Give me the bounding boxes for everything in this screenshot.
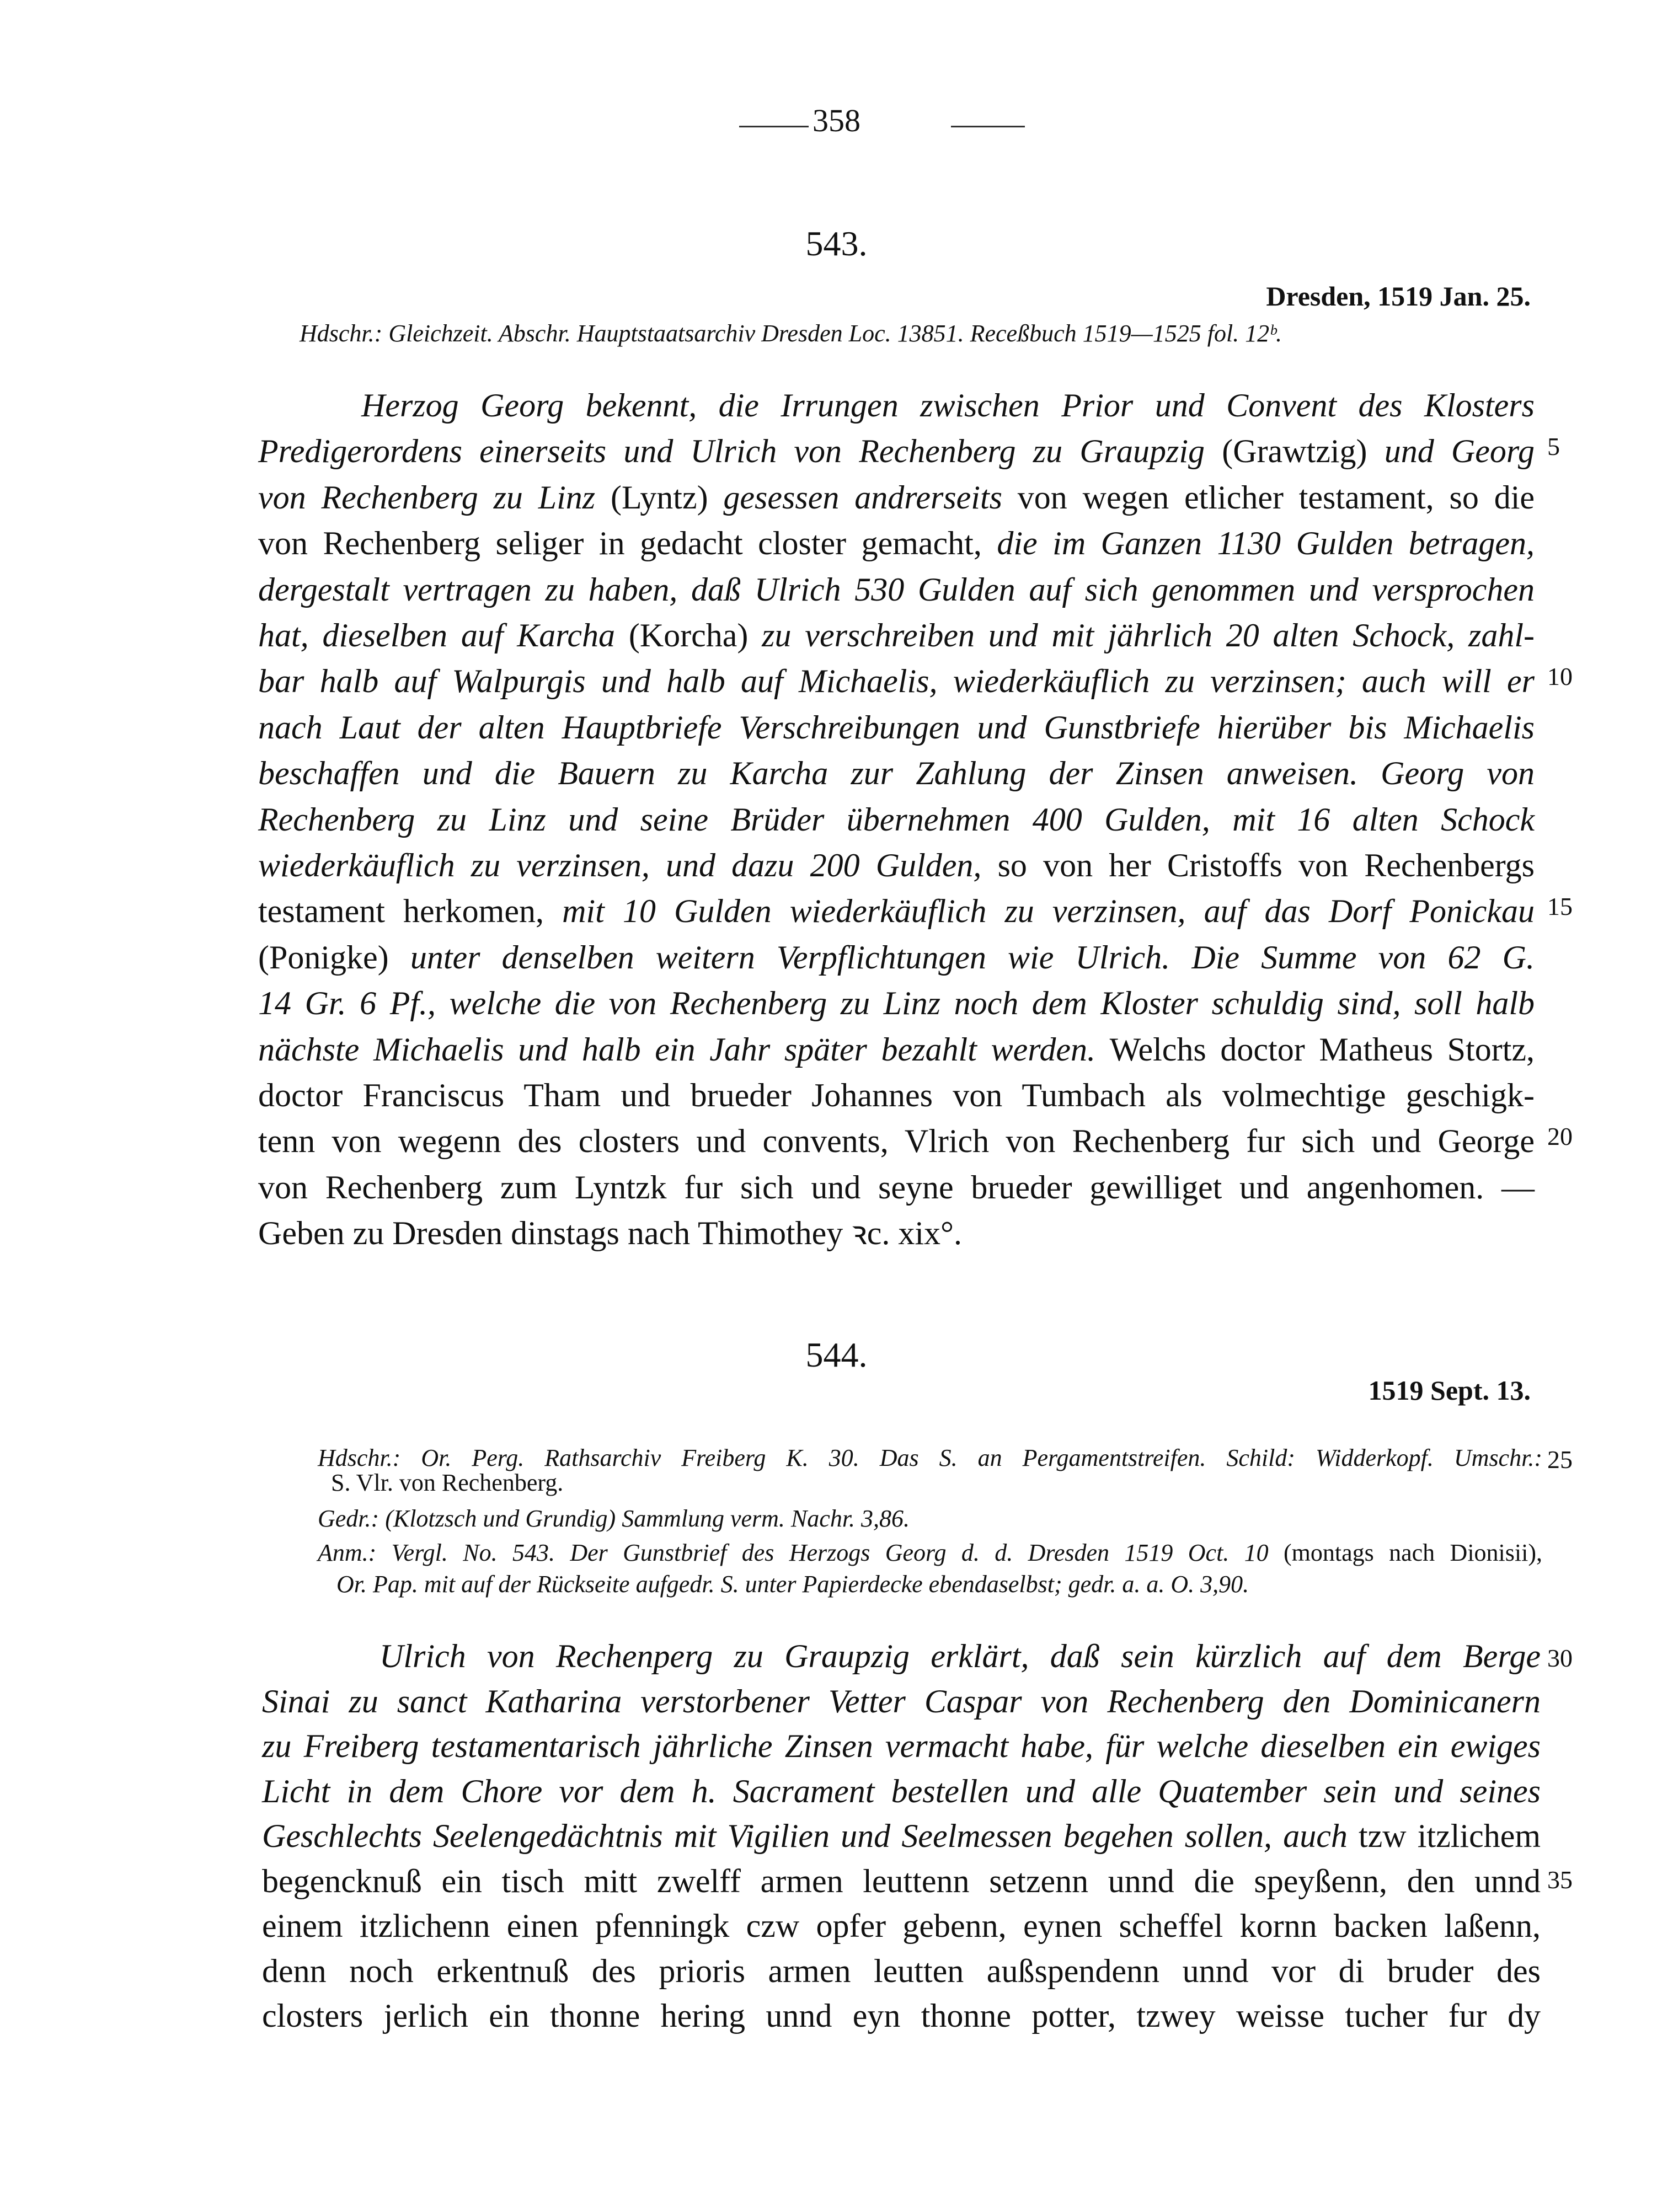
roman-text: Welchs doctor Matheus Stortz,: [1109, 1031, 1535, 1068]
text-line: [258, 984, 1535, 1022]
line-number: 15: [1547, 892, 1573, 920]
italic-text: Or. Pap. mit auf der Rückseite aufgedr. S. unter Papierdecke ebendaselbst; gedr. a. a. O. 3,90.: [336, 1571, 1249, 1598]
italic-text: die im Ganzen 1130 Gulden betragen,: [997, 525, 1535, 562]
text-line: [361, 386, 1535, 425]
roman-text: (Korcha): [628, 617, 762, 654]
italic-text: Rechenberg zu Linz und seine Brüder übernehmen 400 Gulden, mit 16 alten Schock: [258, 801, 1535, 838]
italic-text: Herzog Georg bekennt, die Irrungen zwischen Prior und Convent des Klosters: [361, 387, 1535, 424]
text-line: [258, 478, 1535, 517]
italic-text: zu Freiberg testamentarisch jährliche Zinsen vermacht habe, für welche dieselben ein ewiges: [262, 1728, 1541, 1764]
entry-number-543: 543.: [805, 224, 868, 263]
roman-text: begencknuß ein tisch mitt zwelff armen leuttenn setzenn unnd die speyßenn, den unnd: [262, 1862, 1541, 1899]
text-line: [258, 892, 1535, 930]
text-line: [262, 1952, 1541, 1990]
entry-date-544: 1519 Sept. 13.: [1368, 1375, 1531, 1406]
line-number: 25: [1547, 1445, 1573, 1474]
italic-text: gesessen andrerseits: [723, 479, 1018, 516]
roman-text: so von her Cristoffs von Rechenbergs: [997, 847, 1535, 883]
text-line: [258, 524, 1535, 563]
italic-text: Geschlechts Seelengedächtnis mit Vigilien und Seelmessen begehen sollen, auch: [262, 1818, 1359, 1854]
source-note: [331, 1468, 563, 1498]
roman-text: einem itzlichenn einen pfenningk czw opfer gebenn, eynen scheffel kornn backen laßenn,: [262, 1908, 1541, 1944]
entry-number-544: 544.: [805, 1335, 868, 1374]
roman-text: (Ponigke): [258, 939, 410, 976]
italic-text: Hdschr.: Gleichzeit. Abschr. Hauptstaatsarchiv Dresden Loc. 13851. Receßbuch 1519—1525 fol. 12ᵇ.: [300, 320, 1282, 347]
roman-text: denn noch erkentnuß des prioris armen leutten außspendenn unnd vor di bruder des: [262, 1952, 1541, 1989]
text-line: [262, 1817, 1541, 1855]
roman-text: (montags nach Dionisii),: [1284, 1539, 1542, 1566]
italic-text: Sinai zu sanct Katharina verstorbener Vetter Caspar von Rechenberg den Dominicanern: [262, 1683, 1541, 1720]
source-note: [336, 1570, 1249, 1599]
source-note: [318, 1504, 910, 1534]
roman-text: von Rechenberg zum Lyntzk fur sich und seyne brueder gewilliget und angenhomen. —: [258, 1169, 1535, 1206]
roman-text: doctor Franciscus Tham und brueder Johannes von Tumbach als volmechtige geschigk-: [258, 1077, 1535, 1113]
roman-text: testament herkomen,: [258, 893, 563, 930]
italic-text: beschaffen und die Bauern zu Karcha zur Zahlung der Zinsen anweisen. Georg von: [258, 755, 1535, 792]
italic-text: unter denselben weitern Verpflichtungen wie Ulrich. Die Summe von 62 G.: [410, 939, 1535, 976]
source-note: [300, 319, 1282, 349]
italic-text: bar halb auf Walpurgis und halb auf Michaelis, wiederkäuflich zu verzinsen; auch will er: [258, 663, 1535, 700]
header-rule-right: [951, 126, 1025, 127]
italic-text: Gedr.: (Klotzsch und Grundig) Sammlung verm. Nachr. 3,86.: [318, 1505, 910, 1532]
line-number: 5: [1547, 432, 1560, 460]
roman-text: closters jerlich ein thonne hering unnd eyn thonne potter, tzwey weisse tucher fur dy: [262, 1997, 1541, 2034]
line-number: 35: [1547, 1866, 1573, 1894]
text-line: [258, 846, 1535, 885]
text-line: [258, 570, 1535, 609]
text-line: [258, 616, 1535, 655]
italic-text: Ulrich von Rechenperg zu Graupzig erklärt, daß sein kürzlich auf dem Berge: [380, 1638, 1541, 1674]
entry-date-543: Dresden, 1519 Jan. 25.: [1266, 281, 1531, 312]
roman-text: S. Vlr. von Rechenberg.: [331, 1469, 564, 1496]
text-line: [262, 1906, 1541, 1945]
text-line: [258, 432, 1535, 470]
italic-text: hat, dieselben auf Karcha: [258, 617, 629, 654]
roman-text: (Grawtzig): [1222, 433, 1385, 470]
roman-text: Geben zu Dresden dinstags nach Thimothey ꝛc. xix°.: [258, 1215, 963, 1252]
text-line: [380, 1637, 1541, 1675]
roman-text: (Lyntz): [610, 479, 724, 516]
italic-text: mit 10 Gulden wiederkäuflich zu verzinsen, auf das Dorf Ponickau: [562, 893, 1535, 930]
line-number: 20: [1547, 1122, 1573, 1150]
italic-text: Hdschr.: Or. Perg. Rathsarchiv Freiberg K. 30. Das S. an Pergamentstreifen. Schild: Widderkopf. Umschr.:: [318, 1444, 1542, 1471]
italic-text: Licht in dem Chore vor dem h. Sacrament bestellen und alle Quatember sein und seines: [262, 1772, 1541, 1809]
italic-text: zu verschreiben und mit jährlich 20 alten Schock, zahl-: [762, 617, 1535, 654]
italic-text: dergestalt vertragen zu haben, daß Ulrich 530 Gulden auf sich genommen und versprochen: [258, 571, 1535, 608]
text-line: [262, 1862, 1541, 1900]
page-number: 358: [813, 103, 860, 138]
line-number: 30: [1547, 1644, 1573, 1672]
italic-text: und Georg: [1384, 433, 1535, 470]
italic-text: wiederkäuflich zu verzinsen, und dazu 200 Gulden,: [258, 847, 998, 883]
italic-text: Predigerordens einerseits und Ulrich von Rechenberg zu Graupzig: [258, 433, 1222, 470]
roman-text: von Rechenberg seliger in gedacht closter gemacht,: [258, 525, 997, 562]
text-line: [258, 938, 1535, 977]
text-line: [258, 1122, 1535, 1160]
line-number: 10: [1547, 662, 1573, 690]
italic-text: nächste Michaelis und halb ein Jahr später bezahlt werden.: [258, 1031, 1110, 1068]
source-note: [318, 1538, 1542, 1568]
italic-text: nach Laut der alten Hauptbriefe Verschreibungen und Gunstbriefe hierüber bis Michaelis: [258, 709, 1535, 746]
text-line: [258, 662, 1535, 700]
text-line: [262, 1996, 1541, 2035]
text-line: [258, 1030, 1535, 1069]
text-line: [262, 1682, 1541, 1721]
text-line: [262, 1727, 1541, 1765]
text-line: [258, 708, 1535, 747]
italic-text: Anm.: Vergl. No. 543. Der Gunstbrief des Herzogs Georg d. d. Dresden 1519 Oct. 10: [318, 1539, 1284, 1566]
text-line: [262, 1772, 1541, 1811]
roman-text: tenn von wegenn des closters und convents, Vlrich von Rechenberg fur sich und George: [258, 1123, 1535, 1160]
text-line: [258, 1214, 1535, 1252]
text-line: [258, 800, 1535, 839]
roman-text: tzw itzlichem: [1358, 1818, 1541, 1854]
text-line: [258, 754, 1535, 792]
roman-text: von wegen etlicher testament, so die: [1017, 479, 1535, 516]
text-line: [258, 1168, 1535, 1207]
text-line: [258, 1076, 1535, 1115]
italic-text: von Rechenberg zu Linz: [258, 479, 611, 516]
italic-text: 14 Gr. 6 Pf., welche die von Rechenberg zu Linz noch dem Kloster schuldig sind, soll halb: [258, 985, 1535, 1022]
